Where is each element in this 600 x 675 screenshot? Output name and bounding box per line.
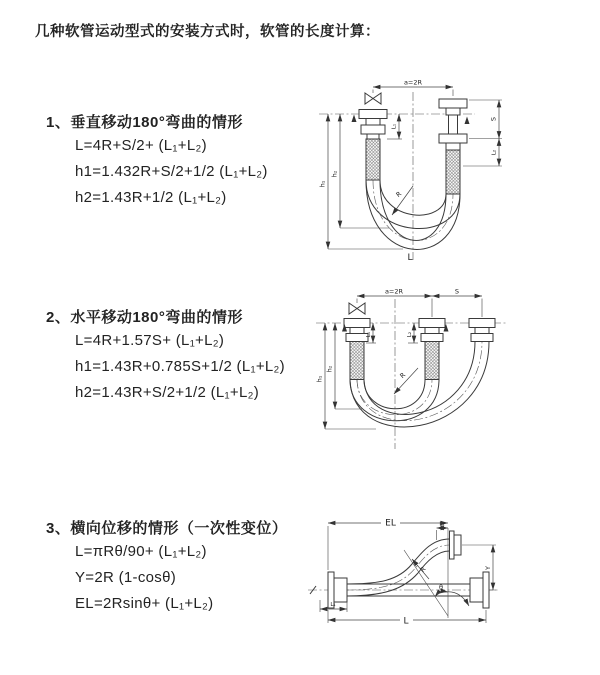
section-2-heading: 2、水平移动180°弯曲的情形 bbox=[46, 309, 243, 326]
radius-label: R bbox=[394, 189, 404, 199]
dim-label-l2: L₂ bbox=[491, 149, 498, 156]
section-horizontal-movement bbox=[46, 308, 285, 406]
formula-h2: h2=1.43R+S/2+1/2 (L₁+L₂) bbox=[75, 384, 260, 401]
formula-length: L=πRθ/90+ (L₁+L₂) bbox=[75, 543, 207, 560]
dim-label-l2: L₂ bbox=[407, 331, 413, 338]
hose-s-curve bbox=[347, 539, 450, 596]
dimension-lines bbox=[320, 523, 496, 623]
diagram-vertical-180-bend bbox=[303, 72, 548, 264]
length-label: L bbox=[407, 253, 413, 263]
section-vertical-movement bbox=[46, 113, 268, 211]
hose-u-bends bbox=[350, 342, 489, 427]
dim-label-y: Y bbox=[484, 566, 492, 570]
left-pipe-fitting bbox=[344, 319, 370, 380]
left-pipe-fitting bbox=[359, 110, 387, 181]
dim-label-h2: h₂ bbox=[325, 365, 334, 373]
radius-label: R bbox=[418, 565, 428, 575]
formula-length: L=4R+1.57S+ (L₁+L₂) bbox=[75, 332, 225, 349]
valve-icon bbox=[349, 303, 365, 314]
radius-label: R bbox=[398, 371, 408, 381]
formula-h1: h1=1.432R+S/2+1/2 (L₁+L₂) bbox=[75, 163, 268, 180]
diagram-lateral-displacement bbox=[300, 502, 582, 650]
dim-label-l: L bbox=[403, 616, 409, 627]
dim-label-s: S bbox=[454, 287, 460, 296]
displaced-flange bbox=[450, 531, 462, 559]
section-3-heading: 3、横向位移的情形（一次性变位） bbox=[46, 520, 288, 537]
section-1-heading: 1、垂直移动180°弯曲的情形 bbox=[46, 114, 243, 131]
dim-label-h1: h₁ bbox=[318, 180, 327, 188]
dimension-lines bbox=[328, 87, 502, 249]
valve-icon bbox=[365, 93, 381, 104]
right-pipe-fitting bbox=[439, 99, 467, 194]
section-lateral-displacement bbox=[46, 519, 287, 617]
page-title: 几种软管运动型式的安装方式时，软管的长度计算： bbox=[35, 24, 380, 40]
formula-y: Y=2R (1-cosθ) bbox=[75, 569, 177, 586]
dim-label-h2: h₂ bbox=[330, 170, 339, 178]
dim-label-l1: L₁ bbox=[391, 123, 398, 130]
dim-label-a2r: a=2R bbox=[384, 287, 404, 296]
dim-label-l1: L₁ bbox=[330, 602, 336, 608]
dim-label-l1: L₁ bbox=[366, 331, 372, 338]
middle-pipe-fitting bbox=[419, 319, 445, 380]
dimension-lines bbox=[325, 296, 482, 429]
dim-label-a2r: a=2R bbox=[403, 78, 423, 87]
angle-label: θ bbox=[439, 583, 443, 592]
dim-label-l2: L₂ bbox=[439, 521, 445, 528]
dim-label-h1: h₁ bbox=[315, 375, 324, 383]
formula-h2: h2=1.43R+1/2 (L₁+L₂) bbox=[75, 189, 227, 206]
diagram-horizontal-180-bend bbox=[300, 283, 562, 455]
displaced-pipe-fitting bbox=[469, 319, 495, 342]
dim-label-el: EL bbox=[385, 518, 396, 529]
formula-el: EL=2Rsinθ+ (L₁+L₂) bbox=[75, 595, 214, 612]
dim-label-s: S bbox=[489, 116, 498, 122]
formula-h1: h1=1.43R+0.785S+1/2 (L₁+L₂) bbox=[75, 358, 285, 375]
formula-length: L=4R+S/2+ (L₁+L₂) bbox=[75, 137, 207, 154]
